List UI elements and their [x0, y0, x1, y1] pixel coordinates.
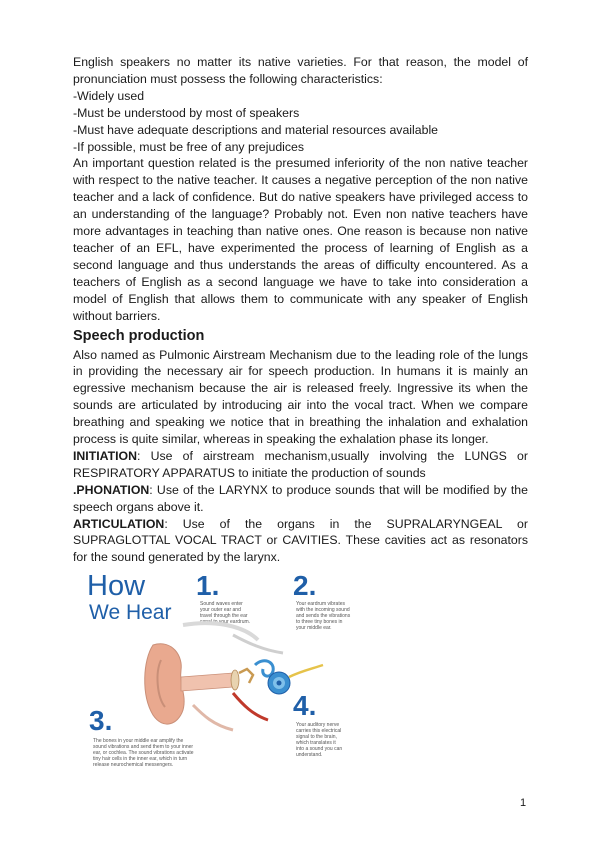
caption-line: canal to your eardrum. [200, 619, 251, 625]
caption-line: ear, or cochlea. The sound vibrations activate [93, 750, 194, 756]
caption-line: carries this electrical [296, 728, 342, 734]
intro-paragraph-2: An important question related is the presumed inferiority of the non native teacher with respect to the native teacher. It causes a negative perception of the non native teacher and a lack of confidence. But do native speakers have privileged access to an understanding of the language? Probably not. Even non native teachers have more advantages in teaching than native ones. One reason is because non native teacher of an EFL, have experimented the process of learning of English as a second language and thus understands the areas of difficulty encountered. As a teachers of English as a second language we have to take into consideration a model of English that allows them to communicate with any speaker of English without barriers. [73, 156, 528, 323]
bullet-item: -Widely used [73, 88, 145, 103]
section-heading: Speech production [73, 327, 205, 344]
stage-term: INITIATION [73, 448, 137, 463]
caption-line: travel through the ear [200, 613, 248, 619]
step-4-caption [296, 722, 342, 758]
step-2-caption [296, 601, 351, 631]
section-body: Also named as Pulmonic Airstream Mechanism due to the leading role of the lungs in providing the necessary air for speech production. In humans it is mainly an egressive mechanism because the air is released freely. Ingressive its when the sounds are articulated by introducing air into the vocal tract. When we compare breathing and speaking we notice that in breathing the inhalation and exhalation process is quite similar, whereas in speaking the exhalation phase its longer. [73, 347, 528, 447]
step-3-caption [93, 738, 194, 768]
caption-line: into a sound you can [296, 746, 343, 752]
caption-line: release neurochemical messengers. [93, 762, 174, 768]
step-number: 3. [89, 705, 113, 736]
caption-line: sound vibrations and send them to your inner [93, 744, 194, 750]
caption-line: Sound waves enter [200, 601, 243, 607]
caption-line: The bones in your middle ear amplify the [93, 738, 184, 744]
caption-line: with the incoming sound [296, 607, 350, 613]
stage-articulation [73, 516, 528, 567]
caption-line: to three tiny bones in [296, 619, 343, 625]
stage-text: : Use of the organs in the SUPRALARYNGEAL or SUPRAGLOTTAL VOCAL TRACT or CAVITIES. These cavities act as resonators for the sound generated by the larynx. [73, 516, 528, 565]
document-page [73, 54, 528, 566]
stage-initiation [73, 448, 528, 482]
caption-line: which translates it [296, 740, 336, 746]
how-we-hear-figure [83, 565, 373, 780]
caption-line: your outer ear and [200, 607, 241, 613]
figure-title-how: How [87, 570, 146, 602]
caption-line: Your auditory nerve [296, 722, 340, 728]
step-number: 4. [293, 690, 317, 721]
page-number: 1 [520, 797, 527, 809]
caption-line: signal to the brain, [296, 734, 337, 740]
stage-text: : Use of the LARYNX to produce sounds that will be modified by the speech organs above it. [73, 482, 528, 514]
intro-paragraph-1: English speakers no matter its native varieties. For that reason, the model of pronunciation must possess the following characteristics: [73, 55, 528, 86]
caption-line: your middle ear. [296, 625, 332, 631]
caption-line: Your eardrum vibrates [296, 601, 346, 607]
figure-title-we-hear: We Hear [89, 601, 172, 624]
bullet-item: -Must have adequate descriptions and material resources available [73, 122, 439, 137]
stage-phonation [73, 482, 528, 516]
caption-line: and sends the vibrations [296, 613, 351, 619]
caption-line: tiny hair cells in the inner ear, which in turn [93, 756, 188, 762]
caption-line: understand. [296, 752, 323, 758]
stage-term: ARTICULATION [73, 516, 165, 531]
step-number: 2. [293, 570, 317, 601]
bullet-item: -If possible, must be free of any prejudices [73, 139, 305, 154]
bullet-item: -Must be understood by most of speakers [73, 105, 300, 120]
stage-term: .PHONATION [73, 482, 150, 497]
step-number: 1. [196, 570, 220, 601]
stage-text: : Use of airstream mechanism,usually involving the LUNGS or RESPIRATORY APPARATUS to initiate the production of sounds [73, 448, 528, 480]
